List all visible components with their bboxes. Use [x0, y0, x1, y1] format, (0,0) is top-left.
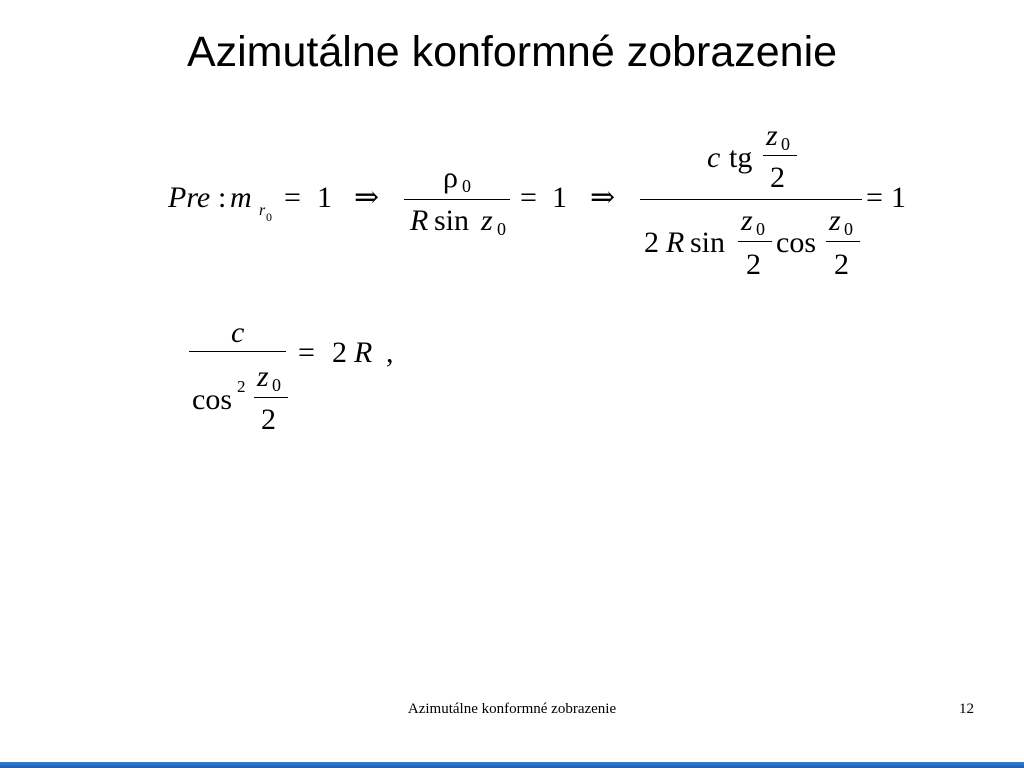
- m-symbol: m: [230, 181, 252, 214]
- r-subscript: r: [259, 202, 266, 219]
- r-subscript-zero: 0: [266, 210, 272, 224]
- implies-1: ⇒: [354, 181, 380, 214]
- two-3: 2: [746, 248, 761, 281]
- sin-label-1: sin: [434, 204, 470, 237]
- c-symbol-2: c: [231, 316, 245, 349]
- fraction-line-6: [254, 397, 288, 398]
- z-subscript-3: 0: [756, 219, 765, 239]
- footer-title: Azimutálne konformné zobrazenie: [407, 701, 617, 717]
- fraction-line-3: [738, 241, 772, 242]
- two-1: 2: [770, 161, 785, 194]
- one-3: 1: [891, 181, 906, 214]
- equals-4: =: [298, 336, 315, 369]
- z-subscript-4: 0: [844, 219, 853, 239]
- fraction-line-2: [763, 155, 797, 156]
- tg-label: tg: [729, 141, 753, 174]
- slide-title: Azimutálne konformné zobrazenie: [186, 28, 838, 76]
- cos-square: 2: [237, 377, 246, 396]
- two-2: 2: [644, 226, 659, 259]
- R-symbol-1: R: [410, 204, 429, 237]
- equals-2: =: [520, 181, 537, 214]
- fraction-line-5: [189, 351, 286, 352]
- two-5: 2: [261, 403, 276, 436]
- R-symbol-2: R: [666, 226, 685, 259]
- z-symbol-4: z: [829, 204, 841, 237]
- one-1: 1: [317, 181, 332, 214]
- rho-symbol: ρ: [443, 161, 458, 194]
- fraction-line-4: [826, 241, 860, 242]
- two-6: 2: [332, 336, 347, 369]
- comma: ,: [386, 336, 394, 369]
- cos-label-1: cos: [776, 226, 816, 259]
- rho-subscript: 0: [462, 176, 471, 196]
- z-symbol-2: z: [766, 119, 778, 152]
- cos-label-2: cos: [192, 383, 232, 416]
- equals-1: =: [284, 181, 301, 214]
- z-subscript-2: 0: [781, 134, 790, 154]
- implies-2: ⇒: [590, 181, 616, 214]
- sin-label-2: sin: [690, 226, 726, 259]
- pre-label: Pre: [168, 181, 211, 214]
- two-4: 2: [834, 248, 849, 281]
- z-symbol-1: z: [481, 204, 493, 237]
- page-number: 12: [959, 701, 974, 717]
- fraction-line-1: [404, 199, 510, 200]
- c-symbol-1: c: [707, 141, 721, 174]
- z-subscript-1: 0: [497, 219, 506, 239]
- bottom-accent-bar: [0, 762, 1024, 768]
- colon: :: [218, 181, 227, 214]
- R-symbol-3: R: [354, 336, 373, 369]
- z-symbol-5: z: [257, 360, 269, 393]
- equals-3: =: [866, 181, 883, 214]
- z-subscript-5: 0: [272, 375, 281, 395]
- one-2: 1: [552, 181, 567, 214]
- fraction-line-main: [640, 199, 862, 200]
- z-symbol-3: z: [741, 204, 753, 237]
